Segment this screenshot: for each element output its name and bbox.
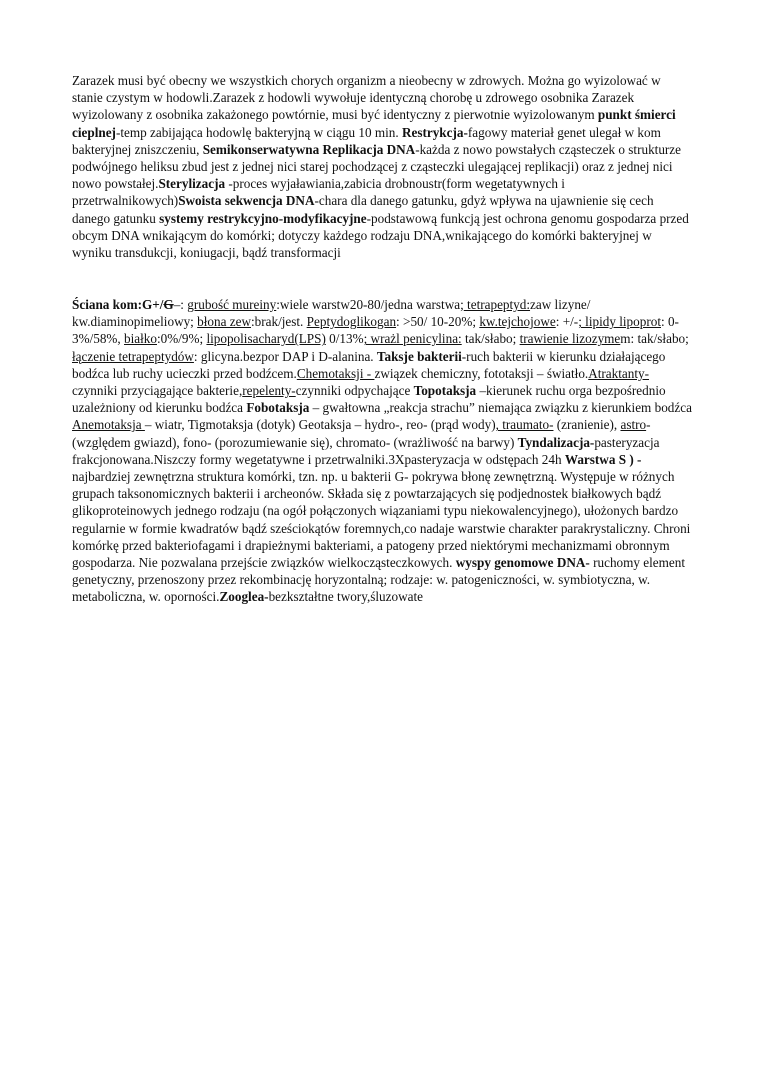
text-run: : glicyna.bezpor DAP i D-alanina. — [193, 348, 377, 364]
text-run: Tyndalizacja- — [517, 434, 595, 450]
text-run: Peptydoglikogan — [306, 314, 397, 330]
text-run: Zooglea- — [219, 589, 269, 605]
text-run: m: tak/słabo; — [620, 331, 689, 347]
text-run: : >50/ 10-20%; — [396, 314, 480, 330]
paragraph-2 — [72, 296, 694, 606]
text-run: bezkształtne twory,śluzowate — [268, 589, 423, 605]
text-run: łączenie tetrapeptydów — [72, 348, 194, 364]
text-run: pasteryzacja frakcjonowana.Niszczy formy wegetatywne i przetrwalniki.3Xpasteryzacja w odstępach 24h — [72, 434, 660, 467]
paragraph-1 — [72, 72, 694, 261]
text-run: astro — [620, 417, 647, 433]
text-run: tak/słabo; — [461, 331, 520, 347]
text-run: -proces wyjaławiania,zabicia drobnoustr(form wegetatywnych i przetrwalnikowych) — [72, 176, 565, 209]
text-run: ; wrażl penicylina: — [363, 331, 462, 347]
text-run: czynniki odpychające — [295, 383, 414, 399]
text-run: : +/- — [555, 314, 579, 330]
text-run: ; lipidy lipoprot — [578, 314, 661, 330]
text-run: wyspy genomowe DNA- — [455, 555, 590, 571]
text-run: Atraktanty- — [588, 365, 650, 381]
text-run: -każda z nowo powstałych cząsteczek o strukturze podwójnego heliksu zbud jest z jednej nici starej pochodzącej z cząsteczki ulegającej replikacji) oraz z jednej nici nowo powstałej. — [72, 141, 682, 192]
text-run: Ściana kom: — [72, 297, 142, 312]
text-run: : 0-3%/58%, — [72, 314, 679, 347]
text-run: – gwałtowna „reakcja strachu” niemająca związku z kierunkiem bodźca — [309, 400, 692, 416]
text-run: :0%/9%; — [156, 331, 207, 347]
text-run: Zarazek musi być obecny we wszystkich chorych organizm a nieobecny w zdrowych. Można go wyizolować w stanie czystym w hodowli.Zarazek z hodowli wywołuje identyczną chorobę u zdrowego osobnika Zarazek wyizolowany z osobnika zakażonego powtórnie, musi być identyczny z pierwotnie wyizolowanym — [72, 73, 661, 123]
text-run: trawienie lizozyme — [519, 331, 621, 347]
text-run: -chara dla danego gatunku, gdyż wpływa na ujawnienie się cech danego gatunku — [72, 193, 654, 226]
text-run: zaw lizyne/ kw.diaminopimeliowy; — [72, 297, 591, 330]
text-run: :brak/jest. — [250, 314, 307, 330]
text-run: Semikonserwatywna Replikacja DNA — [202, 141, 416, 157]
text-run: repelenty- — [242, 383, 296, 399]
text-run: czynniki przyciągające bakterie, — [72, 383, 243, 399]
text-run: – wiatr, Tigmotaksja (dotyk) Geotaksja – hydro-, reo- (prąd wody) — [144, 417, 496, 433]
text-run: -temp zabijająca hodowlę bakteryjną w ciągu 10 min. — [115, 124, 402, 140]
text-run: 0/13% — [325, 331, 364, 347]
text-run: związek chemiczny, fototaksji – światło. — [374, 365, 589, 381]
text-run: Topotaksja — [413, 383, 477, 399]
text-run: Taksje bakterii — [376, 348, 462, 364]
text-run: fagowy materiał genet ulegał w kom bakteryjnej zniszczeniu, — [72, 124, 661, 157]
text-run: –kierunek ruchu orga bezpośrednio uzależniony od kierunku bodźca — [72, 383, 666, 416]
text-run: grubość mureiny — [187, 297, 277, 312]
text-run: –: — [173, 297, 188, 312]
text-run: Warstwa S ) - — [564, 451, 642, 467]
text-run: G — [163, 297, 174, 312]
text-run: kw.tejchojowe — [479, 314, 556, 330]
text-run: najbardziej zewnętrzna struktura komórki, tzn. np. u bakterii G- pokrywa błonę zewnętrzną. Występuje w różnych grupach taksonomicznych bakterii i archeonów. Składa się z powtarzających się podjednostek białkowych bądź glikoproteinowych jednego rodzaju (na ogół połączonych wiązaniami typu niekowalencyjnego), ułożonych bardzo regularnie w formie kwadratów bądź sześciokątów foremnych,co nadaje warstwie charakter parakrystaliczny. Chroni komórkę przed bakteriofagami i drapieżnymi bakteriami, a patogeny przed niektórymi mechanizmami obronnym gospodarza. Nie pozwalana przejście związków wielkocząsteczkowych. — [72, 469, 691, 571]
text-run: -ruch bakterii w kierunku działającego bodźca lub ruchy ucieczki przed bodźcem. — [72, 348, 666, 381]
text-run: , traumato- — [495, 417, 554, 433]
text-run: białko — [124, 331, 157, 347]
text-run: - (względem gwiazd), fono- (porozumiewanie się), chromato- (wrażliwość na barwy) — [72, 417, 651, 450]
text-run: Sterylizacja — [158, 176, 226, 192]
text-run: (zranienie), — [553, 417, 621, 433]
text-run: błona zew — [197, 314, 251, 330]
text-run: Chemotaksji - — [296, 365, 375, 381]
text-run: lipopolisacharyd(LPS) — [206, 331, 326, 347]
text-run: Fobotaksja — [246, 400, 310, 416]
text-run: :wiele warstw20-80/jedna warstwa; — [276, 297, 464, 312]
text-run: punkt śmierci cieplnej — [72, 107, 676, 140]
text-run: tetrapeptyd: — [463, 297, 531, 312]
text-run: systemy restrykcyjno-modyfikacyjne — [159, 210, 367, 226]
text-run: Swoista sekwencja DNA — [178, 193, 315, 209]
text-run: Restrykcja- — [401, 124, 468, 140]
text-run: -podstawową funkcją jest ochrona genomu gospodarza przed obcym DNA wnikającym do komórki; dotyczy każdego rodzaju DNA,wnikającego do komórki bakteryjnej w wyniku transdukcji, koniugacji, bądź transformacji — [72, 210, 689, 261]
text-run: Anemotaksja — [72, 417, 145, 433]
text-run: ruchomy element genetyczny, przenoszony przez rekombinację horyzontalną; rodzaje: w. patogeniczności, w. symbiotyczna, w. metaboliczna, w. oporności. — [72, 555, 686, 605]
text-run: G+/ — [141, 297, 164, 312]
